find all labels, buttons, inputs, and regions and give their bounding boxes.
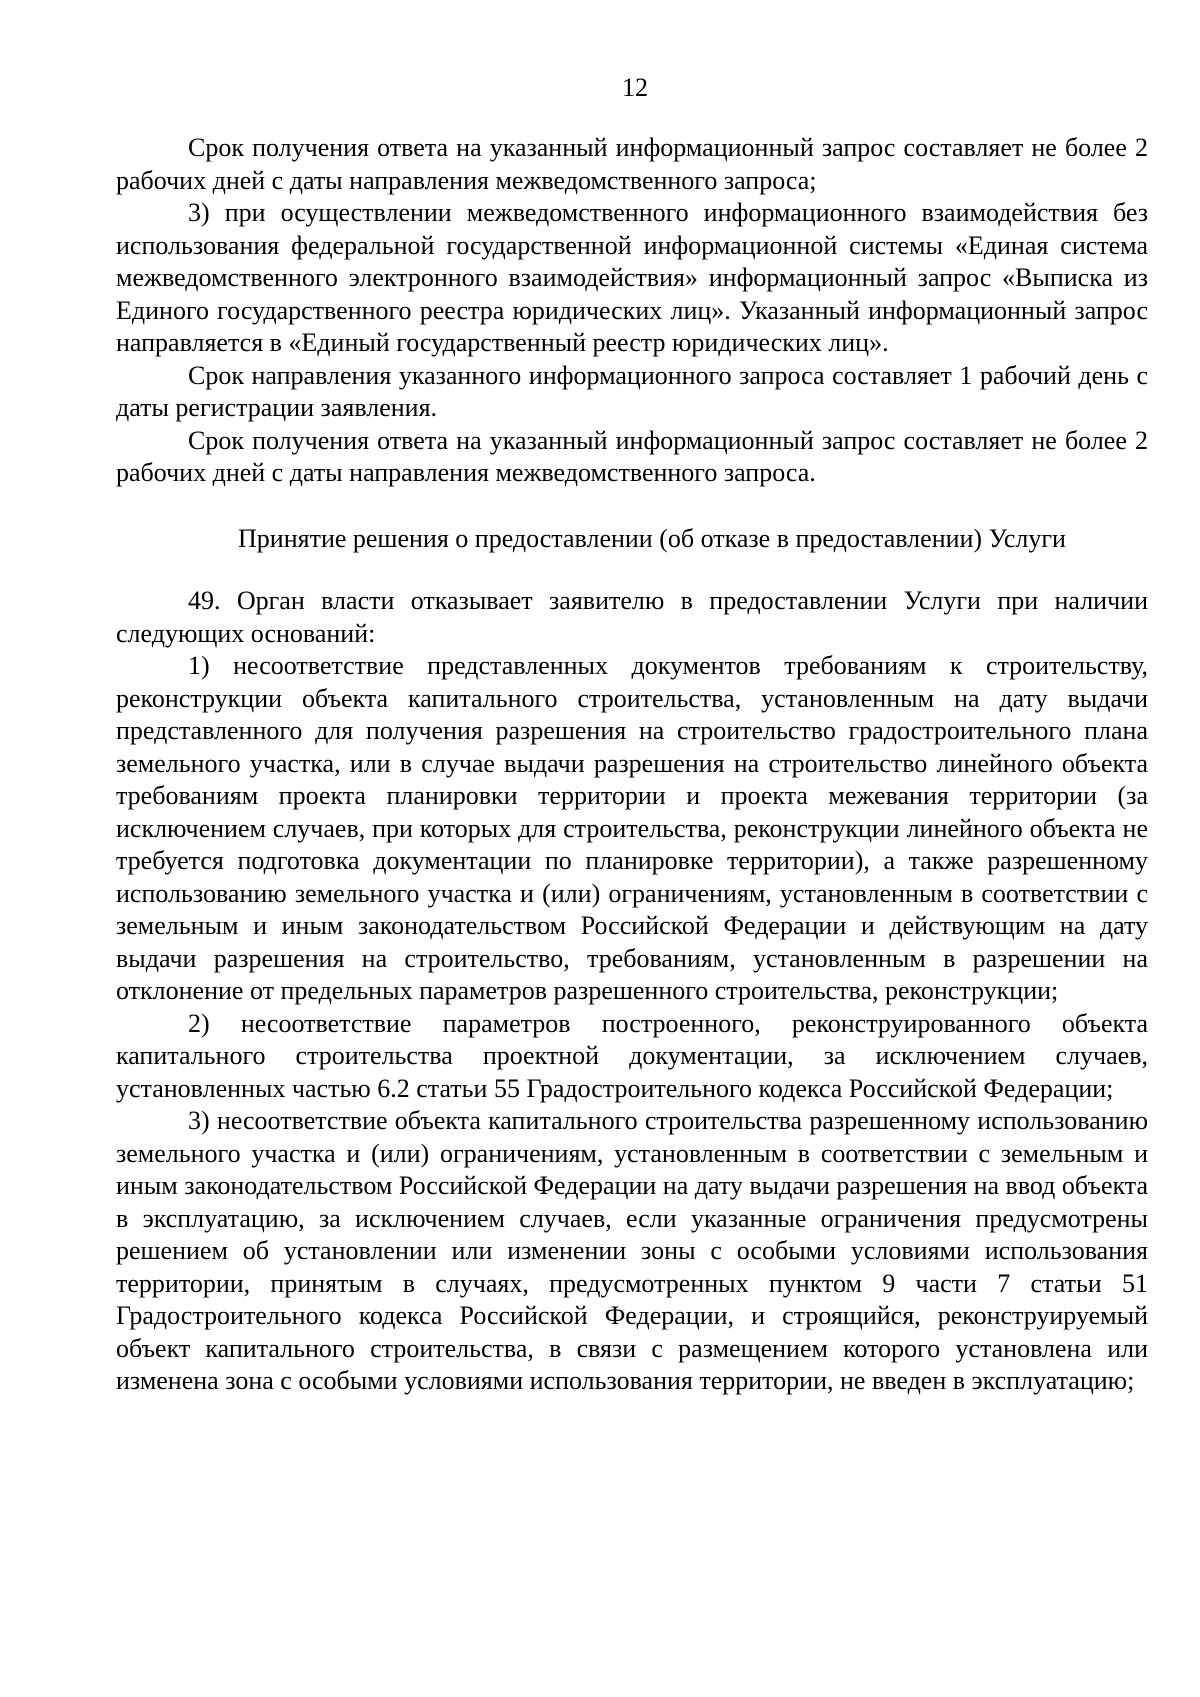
document-body: [116, 132, 1148, 1398]
paragraph-49-refusal-grounds: 49. Орган власти отказывает заявителю в предоставлении Услуги при наличии следующих оснований:: [116, 586, 1148, 648]
paragraph-ground-2: 2) несоответствие параметров построенного, реконструированного объекта капитального строительства проектной документации, за исключением случаев, установленных частью 6.2 статьи 55 Градостроительного кодекса Российской Федерации;: [116, 1008, 1148, 1103]
section-heading: Принятие решения о предоставлении (об отказе в предоставлении) Услуги: [238, 523, 1066, 553]
paragraph-response-deadline: Срок получения ответа на указанный информационный запрос составляет не более 2 рабочих дней с даты направления межведомственного запроса;: [116, 133, 1148, 195]
paragraph-ground-1: 1) несоответствие представленных документов требованиям к строительству, реконструкции объекта капитального строительства, установленным на дату выдачи представленного для получения разрешения на строительство градостроительного плана земельного участка, или в случае выдачи разрешения на строительство линейного объекта требованиям проекта планировки территории и проекта межевания территории (за исключением случаев, при которых для строительства, реконструкции линейного объекта не требуется подготовка документации по планировке территории), а также разрешенному использованию земельного участка и (или) ограничениям, установленным в соответствии с земельным и иным законодательством Российской Федерации и действующим на дату выдачи разрешения на строительство, требованиям, установленным в разрешении на отклонение от предельных параметров разрешенного строительства, реконструкции;: [116, 651, 1148, 1005]
paragraph-item-3-egrul-request: 3) при осуществлении межведомственного информационного взаимодействия без использования федеральной государственной информационной системы «Единая система межведомственного электронного взаимодействия» информационный запрос «Выписка из Единого государственного реестра юридических лиц». Указанный информационный запрос направляется в «Единый государственный реестр юридических лиц».: [116, 198, 1148, 357]
paragraph-response-deadline-2: Срок получения ответа на указанный информационный запрос составляет не более 2 рабочих дней с даты направления межведомственного запроса.: [116, 425, 1148, 487]
paragraph-ground-3: 3) несоответствие объекта капитального строительства разрешенному использованию земельного участка и (или) ограничениям, установленным в соответствии с земельным и иным законодательством Российской Федерации на дату выдачи разрешения на ввод объекта в эксплуатацию, за исключением случаев, если указанные ограничения предусмотрены решением об установлении или изменении зоны с особыми условиями использования территории, принятым в случаях, предусмотренных пунктом 9 части 7 статьи 51 Градостроительного кодекса Российской Федерации, и строящийся, реконструируемый объект капитального строительства, в связи с размещением которого установлена или изменена зона с особыми условиями использования территории, не введен в эксплуатацию;: [116, 1106, 1148, 1395]
page-number: 12: [622, 73, 648, 102]
paragraph-request-send-deadline: Срок направления указанного информационного запроса составляет 1 рабочий день с даты регистрации заявления.: [116, 360, 1148, 422]
